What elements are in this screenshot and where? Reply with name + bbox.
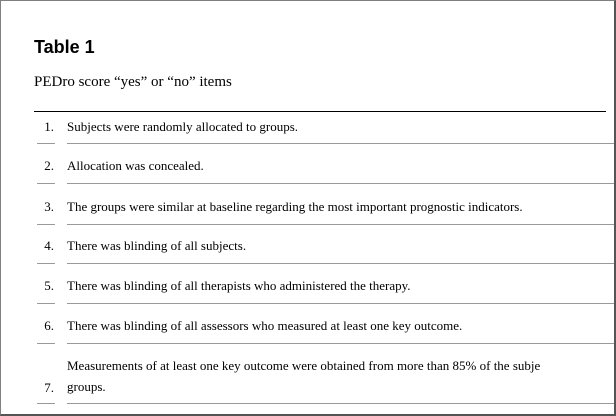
row-text: There was blinding of all therapists who administered the therapy. <box>67 278 411 293</box>
table-top-rule <box>34 111 606 112</box>
row-number: 5. <box>44 278 54 293</box>
row-text: There was blinding of all subjects. <box>67 238 247 253</box>
table-caption: PEDro score “yes” or “no” items <box>34 74 232 90</box>
row-divider <box>67 263 616 264</box>
row-divider <box>67 183 616 184</box>
row-number: 2. <box>44 158 54 173</box>
row-text: There was blinding of all assessors who measured at least one key outcome. <box>67 318 463 333</box>
table-row <box>34 119 616 145</box>
row-divider <box>67 343 616 344</box>
row-number-divider <box>37 183 55 184</box>
row-text: Measurements of at least one key outcome were obtained from more than 85% of the subje <box>67 358 541 373</box>
table-row <box>34 199 616 225</box>
row-number: 1. <box>44 119 54 134</box>
row-text-continuation: groups. <box>67 379 106 394</box>
row-text: Allocation was concealed. <box>67 158 204 173</box>
row-number-divider <box>37 224 55 225</box>
row-number: 6. <box>44 318 54 333</box>
row-number-divider <box>37 263 55 264</box>
row-divider <box>67 224 616 225</box>
row-number-divider <box>37 303 55 304</box>
table-row <box>34 238 616 264</box>
row-number: 3. <box>44 199 54 214</box>
row-text: Subjects were randomly allocated to groups. <box>67 119 299 134</box>
table-row <box>34 318 616 344</box>
table-row <box>34 158 616 184</box>
row-divider <box>67 403 616 404</box>
table-row <box>34 358 616 408</box>
row-number: 7. <box>44 380 54 395</box>
row-text: The groups were similar at baseline regarding the most important prognostic indicators. <box>67 199 523 214</box>
row-number-divider <box>37 143 55 144</box>
row-number-divider <box>37 403 55 404</box>
row-divider <box>67 303 616 304</box>
row-number: 4. <box>44 238 54 253</box>
row-divider <box>67 143 616 144</box>
table-title: Table 1 <box>34 37 95 57</box>
table-row <box>34 278 616 304</box>
row-number-divider <box>37 343 55 344</box>
